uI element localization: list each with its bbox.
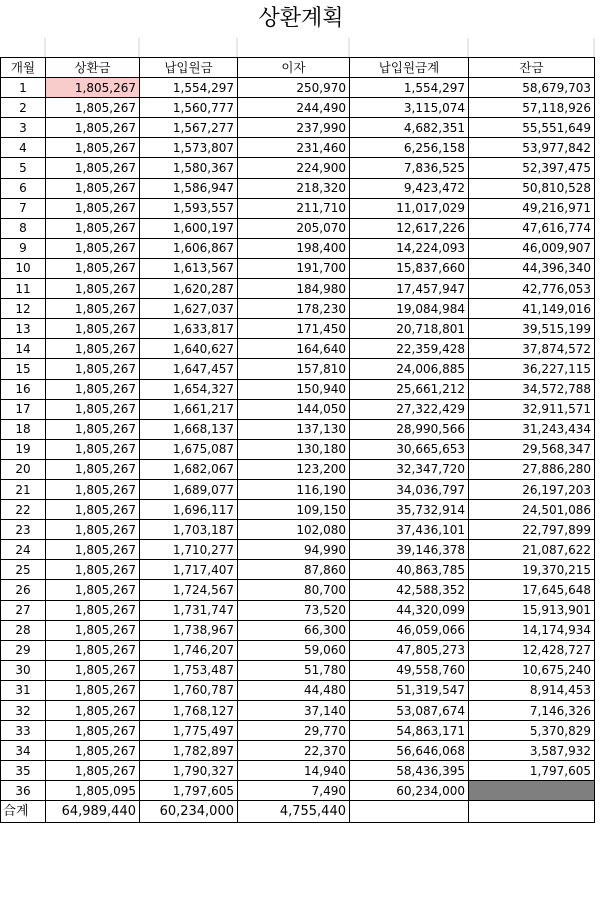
principal-cell[interactable]: 1,731,747	[140, 600, 238, 620]
table-row	[1, 359, 595, 379]
month-cell[interactable]: 31	[1, 680, 46, 700]
cumulative-principal-cell[interactable]: 25,661,212	[350, 379, 469, 399]
month-cell[interactable]: 6	[1, 178, 46, 198]
cumulative-principal-cell[interactable]: 58,436,395	[350, 761, 469, 781]
balance-cell[interactable]: 1,797,605	[469, 761, 595, 781]
repayment-cell[interactable]: 1,805,267	[46, 459, 140, 479]
balance-cell[interactable]: 42,776,053	[469, 279, 595, 299]
repayment-cell[interactable]: 1,805,267	[46, 258, 140, 278]
interest-cell[interactable]: 94,990	[238, 540, 350, 560]
totals-empty-cell[interactable]	[350, 801, 469, 823]
repayment-cell[interactable]: 1,805,267	[46, 218, 140, 238]
interest-cell[interactable]: 191,700	[238, 258, 350, 278]
repayment-cell[interactable]: 1,805,267	[46, 660, 140, 680]
cumulative-principal-cell[interactable]: 30,665,653	[350, 439, 469, 459]
table-row	[1, 721, 595, 741]
repayment-cell[interactable]: 1,805,267	[46, 78, 140, 98]
month-cell[interactable]: 1	[1, 78, 46, 98]
interest-cell[interactable]: 164,640	[238, 339, 350, 359]
table-row	[1, 459, 595, 479]
balance-cell[interactable]: 49,216,971	[469, 198, 595, 218]
principal-cell[interactable]: 1,760,787	[140, 680, 238, 700]
cumulative-principal-cell[interactable]: 12,617,226	[350, 218, 469, 238]
cumulative-principal-cell[interactable]: 3,115,074	[350, 98, 469, 118]
interest-cell[interactable]: 59,060	[238, 640, 350, 660]
empty-row-gridlines	[0, 38, 602, 57]
month-cell[interactable]: 3	[1, 118, 46, 138]
principal-cell[interactable]: 1,797,605	[140, 781, 238, 801]
balance-cell[interactable]: 15,913,901	[469, 600, 595, 620]
repayment-cell[interactable]: 1,805,267	[46, 640, 140, 660]
balance-cell[interactable]: 7,146,326	[469, 701, 595, 721]
table-row	[1, 680, 595, 700]
cumulative-principal-cell[interactable]: 47,805,273	[350, 640, 469, 660]
interest-cell[interactable]: 218,320	[238, 178, 350, 198]
balance-cell[interactable]: 3,587,932	[469, 741, 595, 761]
interest-cell[interactable]: 73,520	[238, 600, 350, 620]
balance-cell[interactable]: 27,886,280	[469, 459, 595, 479]
totals-interest[interactable]: 4,755,440	[238, 801, 350, 823]
table-row	[1, 98, 595, 118]
principal-cell[interactable]: 1,554,297	[140, 78, 238, 98]
balance-cell[interactable]: 5,370,829	[469, 721, 595, 741]
month-cell[interactable]: 13	[1, 319, 46, 339]
balance-cell[interactable]: 19,370,215	[469, 560, 595, 580]
table-row	[1, 399, 595, 419]
principal-cell[interactable]: 1,717,407	[140, 560, 238, 580]
repayment-cell[interactable]: 1,805,267	[46, 198, 140, 218]
header-balance[interactable]: 잔금	[469, 58, 595, 78]
cumulative-principal-cell[interactable]: 4,682,351	[350, 118, 469, 138]
table-row	[1, 600, 595, 620]
month-cell[interactable]: 35	[1, 761, 46, 781]
principal-cell[interactable]: 1,573,807	[140, 138, 238, 158]
month-cell[interactable]: 8	[1, 218, 46, 238]
table-row	[1, 258, 595, 278]
repayment-cell[interactable]: 1,805,267	[46, 138, 140, 158]
table-row	[1, 218, 595, 238]
principal-cell[interactable]: 1,703,187	[140, 520, 238, 540]
table-row	[1, 500, 595, 520]
cumulative-principal-cell[interactable]: 7,836,525	[350, 158, 469, 178]
principal-cell[interactable]: 1,580,367	[140, 158, 238, 178]
table-body	[1, 78, 595, 801]
table-row	[1, 660, 595, 680]
balance-cell[interactable]: 36,227,115	[469, 359, 595, 379]
principal-cell[interactable]: 1,753,487	[140, 660, 238, 680]
month-cell[interactable]: 36	[1, 781, 46, 801]
table-row	[1, 178, 595, 198]
table-row	[1, 319, 595, 339]
interest-cell[interactable]: 66,300	[238, 620, 350, 640]
balance-cell[interactable]: 29,568,347	[469, 439, 595, 459]
balance-cell[interactable]: 32,911,571	[469, 399, 595, 419]
table-row	[1, 520, 595, 540]
balance-cell[interactable]: 12,428,727	[469, 640, 595, 660]
principal-cell[interactable]: 1,613,567	[140, 258, 238, 278]
table-row	[1, 620, 595, 640]
header-interest[interactable]: 이자	[238, 58, 350, 78]
cumulative-principal-cell[interactable]: 6,256,158	[350, 138, 469, 158]
month-cell[interactable]: 26	[1, 580, 46, 600]
repayment-cell[interactable]: 1,805,267	[46, 178, 140, 198]
balance-cell[interactable]: 47,616,774	[469, 218, 595, 238]
interest-cell[interactable]: 250,970	[238, 78, 350, 98]
month-cell[interactable]: 7	[1, 198, 46, 218]
principal-cell[interactable]: 1,586,947	[140, 178, 238, 198]
table-row	[1, 439, 595, 459]
interest-cell[interactable]: 123,200	[238, 459, 350, 479]
month-cell[interactable]: 9	[1, 238, 46, 258]
table-row	[1, 781, 595, 801]
repayment-cell[interactable]: 1,805,267	[46, 560, 140, 580]
principal-cell[interactable]: 1,682,067	[140, 459, 238, 479]
interest-cell[interactable]: 224,900	[238, 158, 350, 178]
interest-cell[interactable]: 184,980	[238, 279, 350, 299]
principal-cell[interactable]: 1,661,217	[140, 399, 238, 419]
month-cell[interactable]: 33	[1, 721, 46, 741]
table-row	[1, 540, 595, 560]
table-row	[1, 138, 595, 158]
repayment-cell[interactable]: 1,805,267	[46, 701, 140, 721]
principal-cell[interactable]: 1,782,897	[140, 741, 238, 761]
repayment-cell[interactable]: 1,805,267	[46, 399, 140, 419]
month-cell[interactable]: 28	[1, 620, 46, 640]
balance-cell[interactable]: 46,009,907	[469, 238, 595, 258]
table-row	[1, 560, 595, 580]
interest-cell[interactable]: 198,400	[238, 238, 350, 258]
balance-cell[interactable]	[469, 781, 595, 801]
table-row	[1, 238, 595, 258]
table-row	[1, 741, 595, 761]
principal-cell[interactable]: 1,593,557	[140, 198, 238, 218]
principal-cell[interactable]: 1,606,867	[140, 238, 238, 258]
month-cell[interactable]: 21	[1, 479, 46, 499]
balance-cell[interactable]: 58,679,703	[469, 78, 595, 98]
principal-cell[interactable]: 1,746,207	[140, 640, 238, 660]
month-cell[interactable]: 14	[1, 339, 46, 359]
month-cell[interactable]: 32	[1, 701, 46, 721]
balance-cell[interactable]: 14,174,934	[469, 620, 595, 640]
balance-cell[interactable]: 53,977,842	[469, 138, 595, 158]
table-row	[1, 379, 595, 399]
repayment-cell[interactable]: 1,805,267	[46, 500, 140, 520]
balance-cell[interactable]: 21,087,622	[469, 540, 595, 560]
month-cell[interactable]: 16	[1, 379, 46, 399]
interest-cell[interactable]: 150,940	[238, 379, 350, 399]
principal-cell[interactable]: 1,790,327	[140, 761, 238, 781]
month-cell[interactable]: 18	[1, 419, 46, 439]
cumulative-principal-cell[interactable]: 46,059,066	[350, 620, 469, 640]
table-row	[1, 279, 595, 299]
balance-cell[interactable]: 50,810,528	[469, 178, 595, 198]
repayment-cell[interactable]: 1,805,267	[46, 479, 140, 499]
balance-cell[interactable]: 52,397,475	[469, 158, 595, 178]
cumulative-principal-cell[interactable]: 35,732,914	[350, 500, 469, 520]
balance-cell[interactable]: 41,149,016	[469, 299, 595, 319]
cumulative-principal-cell[interactable]: 15,837,660	[350, 258, 469, 278]
repayment-cell[interactable]: 1,805,267	[46, 741, 140, 761]
repayment-cell[interactable]: 1,805,267	[46, 520, 140, 540]
principal-cell[interactable]: 1,600,197	[140, 218, 238, 238]
table-row	[1, 118, 595, 138]
month-cell[interactable]: 30	[1, 660, 46, 680]
principal-cell[interactable]: 1,710,277	[140, 540, 238, 560]
month-cell[interactable]: 17	[1, 399, 46, 419]
repayment-cell[interactable]: 1,805,267	[46, 359, 140, 379]
balance-cell[interactable]: 31,243,434	[469, 419, 595, 439]
principal-cell[interactable]: 1,560,777	[140, 98, 238, 118]
repayment-cell[interactable]: 1,805,267	[46, 98, 140, 118]
table-row	[1, 479, 595, 499]
repayment-cell[interactable]: 1,805,267	[46, 419, 140, 439]
cumulative-principal-cell[interactable]: 37,436,101	[350, 520, 469, 540]
repayment-cell[interactable]: 1,805,267	[46, 580, 140, 600]
totals-empty-cell[interactable]	[469, 801, 595, 823]
cumulative-principal-cell[interactable]: 34,036,797	[350, 479, 469, 499]
principal-cell[interactable]: 1,696,117	[140, 500, 238, 520]
table-row	[1, 701, 595, 721]
cumulative-principal-cell[interactable]: 19,084,984	[350, 299, 469, 319]
cumulative-principal-cell[interactable]: 32,347,720	[350, 459, 469, 479]
repayment-cell[interactable]: 1,805,267	[46, 540, 140, 560]
table-row	[1, 761, 595, 781]
principal-cell[interactable]: 1,675,087	[140, 439, 238, 459]
table-row	[1, 299, 595, 319]
cumulative-principal-cell[interactable]: 49,558,760	[350, 660, 469, 680]
balance-cell[interactable]: 37,874,572	[469, 339, 595, 359]
interest-cell[interactable]: 205,070	[238, 218, 350, 238]
cumulative-principal-cell[interactable]: 20,718,801	[350, 319, 469, 339]
header-cumulative-principal[interactable]: 납입원금계	[350, 58, 469, 78]
principal-cell[interactable]: 1,620,287	[140, 279, 238, 299]
month-cell[interactable]: 27	[1, 600, 46, 620]
cumulative-principal-cell[interactable]: 53,087,674	[350, 701, 469, 721]
interest-cell[interactable]: 14,940	[238, 761, 350, 781]
month-cell[interactable]: 20	[1, 459, 46, 479]
balance-cell[interactable]: 26,197,203	[469, 479, 595, 499]
repayment-cell[interactable]: 1,805,267	[46, 339, 140, 359]
repayment-cell[interactable]: 1,805,267	[46, 238, 140, 258]
cumulative-principal-cell[interactable]: 51,319,547	[350, 680, 469, 700]
cumulative-principal-cell[interactable]: 22,359,428	[350, 339, 469, 359]
principal-cell[interactable]: 1,640,627	[140, 339, 238, 359]
principal-cell[interactable]: 1,647,457	[140, 359, 238, 379]
totals-principal[interactable]: 60,234,000	[140, 801, 238, 823]
cumulative-principal-cell[interactable]: 42,588,352	[350, 580, 469, 600]
balance-cell[interactable]: 17,645,648	[469, 580, 595, 600]
repayment-cell[interactable]: 1,805,267	[46, 680, 140, 700]
cumulative-principal-cell[interactable]: 1,554,297	[350, 78, 469, 98]
cumulative-principal-cell[interactable]: 40,863,785	[350, 560, 469, 580]
cumulative-principal-cell[interactable]: 27,322,429	[350, 399, 469, 419]
month-cell[interactable]: 15	[1, 359, 46, 379]
repayment-cell[interactable]: 1,805,267	[46, 299, 140, 319]
principal-cell[interactable]: 1,654,327	[140, 379, 238, 399]
repayment-cell[interactable]: 1,805,095	[46, 781, 140, 801]
cumulative-principal-cell[interactable]: 39,146,378	[350, 540, 469, 560]
table-row	[1, 339, 595, 359]
interest-cell[interactable]: 171,450	[238, 319, 350, 339]
interest-cell[interactable]: 157,810	[238, 359, 350, 379]
repayment-cell[interactable]: 1,805,267	[46, 158, 140, 178]
header-row	[1, 58, 595, 78]
repayment-cell[interactable]: 1,805,267	[46, 319, 140, 339]
cumulative-principal-cell[interactable]: 17,457,947	[350, 279, 469, 299]
interest-cell[interactable]: 144,050	[238, 399, 350, 419]
month-cell[interactable]: 23	[1, 520, 46, 540]
cumulative-principal-cell[interactable]: 54,863,171	[350, 721, 469, 741]
header-principal[interactable]: 납입원금	[140, 58, 238, 78]
interest-cell[interactable]: 116,190	[238, 479, 350, 499]
header-month[interactable]: 개월	[1, 58, 46, 78]
principal-cell[interactable]: 1,768,127	[140, 701, 238, 721]
interest-cell[interactable]: 211,710	[238, 198, 350, 218]
cumulative-principal-cell[interactable]: 14,224,093	[350, 238, 469, 258]
balance-cell[interactable]: 8,914,453	[469, 680, 595, 700]
principal-cell[interactable]: 1,738,967	[140, 620, 238, 640]
totals-repayment[interactable]: 64,989,440	[46, 801, 140, 823]
interest-cell[interactable]: 7,490	[238, 781, 350, 801]
repayment-cell[interactable]: 1,805,267	[46, 600, 140, 620]
sheet-title: 상환계획	[258, 6, 344, 31]
principal-cell[interactable]: 1,627,037	[140, 299, 238, 319]
principal-cell[interactable]: 1,633,817	[140, 319, 238, 339]
interest-cell[interactable]: 51,780	[238, 660, 350, 680]
month-cell[interactable]: 2	[1, 98, 46, 118]
principal-cell[interactable]: 1,567,277	[140, 118, 238, 138]
table-row	[1, 640, 595, 660]
repayment-cell[interactable]: 1,805,267	[46, 279, 140, 299]
totals-label[interactable]: 合계	[1, 801, 46, 823]
interest-cell[interactable]: 80,700	[238, 580, 350, 600]
interest-cell[interactable]: 178,230	[238, 299, 350, 319]
interest-cell[interactable]: 37,140	[238, 701, 350, 721]
balance-cell[interactable]: 39,515,199	[469, 319, 595, 339]
interest-cell[interactable]: 87,860	[238, 560, 350, 580]
principal-cell[interactable]: 1,668,137	[140, 419, 238, 439]
month-cell[interactable]: 11	[1, 279, 46, 299]
interest-cell[interactable]: 237,990	[238, 118, 350, 138]
header-repayment[interactable]: 상환금	[46, 58, 140, 78]
repayment-cell[interactable]: 1,805,267	[46, 118, 140, 138]
month-cell[interactable]: 29	[1, 640, 46, 660]
cumulative-principal-cell[interactable]: 11,017,029	[350, 198, 469, 218]
month-cell[interactable]: 12	[1, 299, 46, 319]
table-row	[1, 78, 595, 98]
interest-cell[interactable]: 137,130	[238, 419, 350, 439]
repayment-table	[0, 57, 595, 823]
totals-row	[1, 801, 595, 823]
balance-cell[interactable]: 24,501,086	[469, 500, 595, 520]
interest-cell[interactable]: 44,480	[238, 680, 350, 700]
balance-cell[interactable]: 57,118,926	[469, 98, 595, 118]
table-row	[1, 198, 595, 218]
month-cell[interactable]: 4	[1, 138, 46, 158]
month-cell[interactable]: 25	[1, 560, 46, 580]
balance-cell[interactable]: 34,572,788	[469, 379, 595, 399]
cumulative-principal-cell[interactable]: 60,234,000	[350, 781, 469, 801]
principal-cell[interactable]: 1,775,497	[140, 721, 238, 741]
cumulative-principal-cell[interactable]: 56,646,068	[350, 741, 469, 761]
table-row	[1, 158, 595, 178]
interest-cell[interactable]: 29,770	[238, 721, 350, 741]
repayment-cell[interactable]: 1,805,267	[46, 379, 140, 399]
cumulative-principal-cell[interactable]: 28,990,566	[350, 419, 469, 439]
interest-cell[interactable]: 102,080	[238, 520, 350, 540]
interest-cell[interactable]: 244,490	[238, 98, 350, 118]
cumulative-principal-cell[interactable]: 9,423,472	[350, 178, 469, 198]
month-cell[interactable]: 24	[1, 540, 46, 560]
month-cell[interactable]: 10	[1, 258, 46, 278]
balance-cell[interactable]: 44,396,340	[469, 258, 595, 278]
cumulative-principal-cell[interactable]: 44,320,099	[350, 600, 469, 620]
principal-cell[interactable]: 1,689,077	[140, 479, 238, 499]
repayment-cell[interactable]: 1,805,267	[46, 620, 140, 640]
balance-cell[interactable]: 10,675,240	[469, 660, 595, 680]
balance-cell[interactable]: 22,797,899	[469, 520, 595, 540]
table-row	[1, 419, 595, 439]
cumulative-principal-cell[interactable]: 24,006,885	[350, 359, 469, 379]
month-cell[interactable]: 34	[1, 741, 46, 761]
repayment-cell[interactable]: 1,805,267	[46, 439, 140, 459]
month-cell[interactable]: 19	[1, 439, 46, 459]
interest-cell[interactable]: 130,180	[238, 439, 350, 459]
month-cell[interactable]: 22	[1, 500, 46, 520]
interest-cell[interactable]: 231,460	[238, 138, 350, 158]
table-row	[1, 580, 595, 600]
month-cell[interactable]: 5	[1, 158, 46, 178]
interest-cell[interactable]: 22,370	[238, 741, 350, 761]
interest-cell[interactable]: 109,150	[238, 500, 350, 520]
repayment-cell[interactable]: 1,805,267	[46, 761, 140, 781]
principal-cell[interactable]: 1,724,567	[140, 580, 238, 600]
repayment-cell[interactable]: 1,805,267	[46, 721, 140, 741]
balance-cell[interactable]: 55,551,649	[469, 118, 595, 138]
